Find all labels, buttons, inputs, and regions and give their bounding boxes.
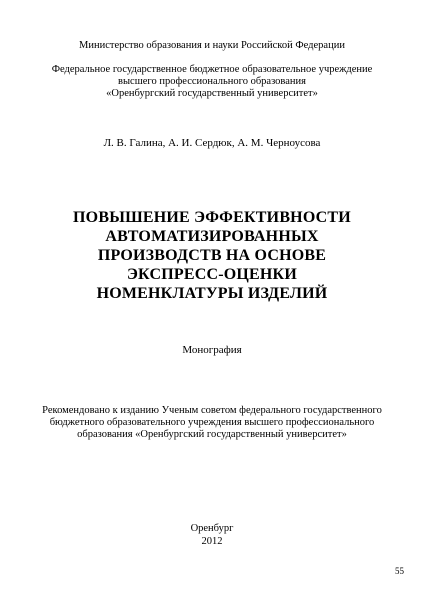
- institution-line-2: высшего профессионального образования: [118, 76, 306, 87]
- page-number: 55: [395, 566, 404, 576]
- imprint-city: Оренбург: [190, 523, 234, 534]
- ministry-line: Министерство образования и науки Российской Федерации: [79, 40, 345, 51]
- title-line-2: АВТОМАТИЗИРОВАННЫХ: [105, 228, 319, 245]
- institution-line-1: Федеральное государственное бюджетное образовательное учреждение: [51, 64, 373, 75]
- authors: Л. В. Галина, А. И. Сердюк, А. М. Черноусова: [103, 137, 321, 149]
- title-line-4: ЭКСПРЕСС-ОЦЕНКИ: [127, 266, 297, 283]
- recommendation-line-3: образования «Оренбургский государственный университет»: [77, 429, 347, 440]
- imprint-year: 2012: [201, 536, 223, 547]
- genre-label: Монография: [182, 344, 242, 356]
- title-line-5: НОМЕНКЛАТУРЫ ИЗДЕЛИЙ: [96, 285, 328, 302]
- recommendation-line-2: бюджетного образовательного учреждения высшего профессионального: [49, 417, 375, 428]
- title-line-1: ПОВЫШЕНИЕ ЭФФЕКТИВНОСТИ: [73, 209, 351, 226]
- institution-line-3: «Оренбургский государственный университет»: [106, 88, 318, 99]
- title-line-3: ПРОИЗВОДСТВ НА ОСНОВЕ: [97, 247, 327, 264]
- recommendation-line-1: Рекомендовано к изданию Ученым советом федерального государственного: [42, 405, 382, 416]
